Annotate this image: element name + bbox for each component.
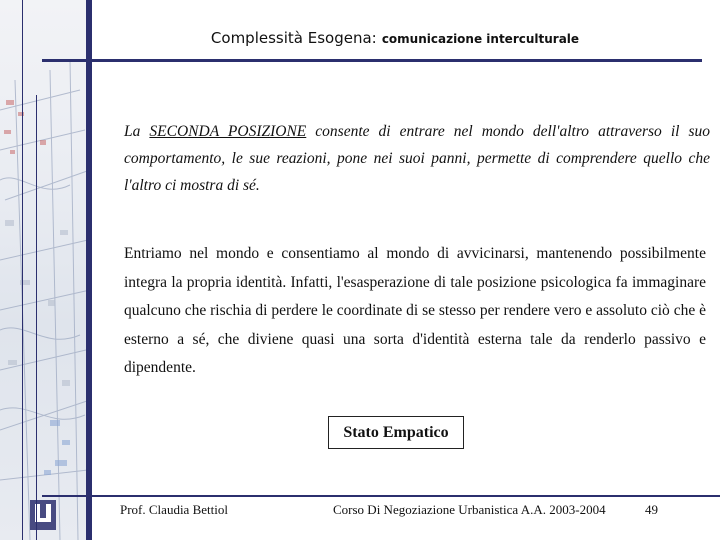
slide-title-main: Complessità Esogena: [210,29,377,47]
header-divider [42,59,702,62]
map-pattern [0,0,92,540]
decorative-vertical-line [36,95,37,540]
para1-rest: consente di entrare nel mondo dell'altro attraverso il suo comportamento, le sue reazioni, pone nei suoi panni, permette di comprendere quello che l'altro ci mostra di sé. [124,123,710,194]
footer-page-number: 49 [645,502,658,517]
paragraph-identita: Entriamo nel mondo e consentiamo al mondo di avvicinarsi, mantenendo possibilmente integra la propria identità. Infatti, l'esasperazione di tale posizione psicologica fa immaginare qualcuno che rischia di perdere le coordinate di se stesso per rendere vero e assoluto ciò che è esterno a sé, che diviene quasi una sorta d'identità esterna tale da renderlo passivo e dipendente. [124,245,706,376]
decorative-map-strip [0,0,92,540]
footer-divider [42,495,720,497]
decorative-vertical-line [22,0,23,540]
para1-underlined-term: SECONDA POSIZIONE [149,123,307,140]
paragraph-seconda-posizione [124,118,710,199]
footer-course: Corso Di Negoziazione Urbanistica A.A. 2003-2004 [333,502,606,517]
slide-title [0,28,720,47]
para1-prefix: La [124,123,150,140]
slide-title-sub: comunicazione interculturale [381,32,580,46]
stato-empatico-box: Stato Empatico [328,416,464,449]
decorative-vertical-bar [86,0,92,540]
footer-author: Prof. Claudia Bettiol [120,502,228,517]
university-logo-icon [30,500,56,530]
